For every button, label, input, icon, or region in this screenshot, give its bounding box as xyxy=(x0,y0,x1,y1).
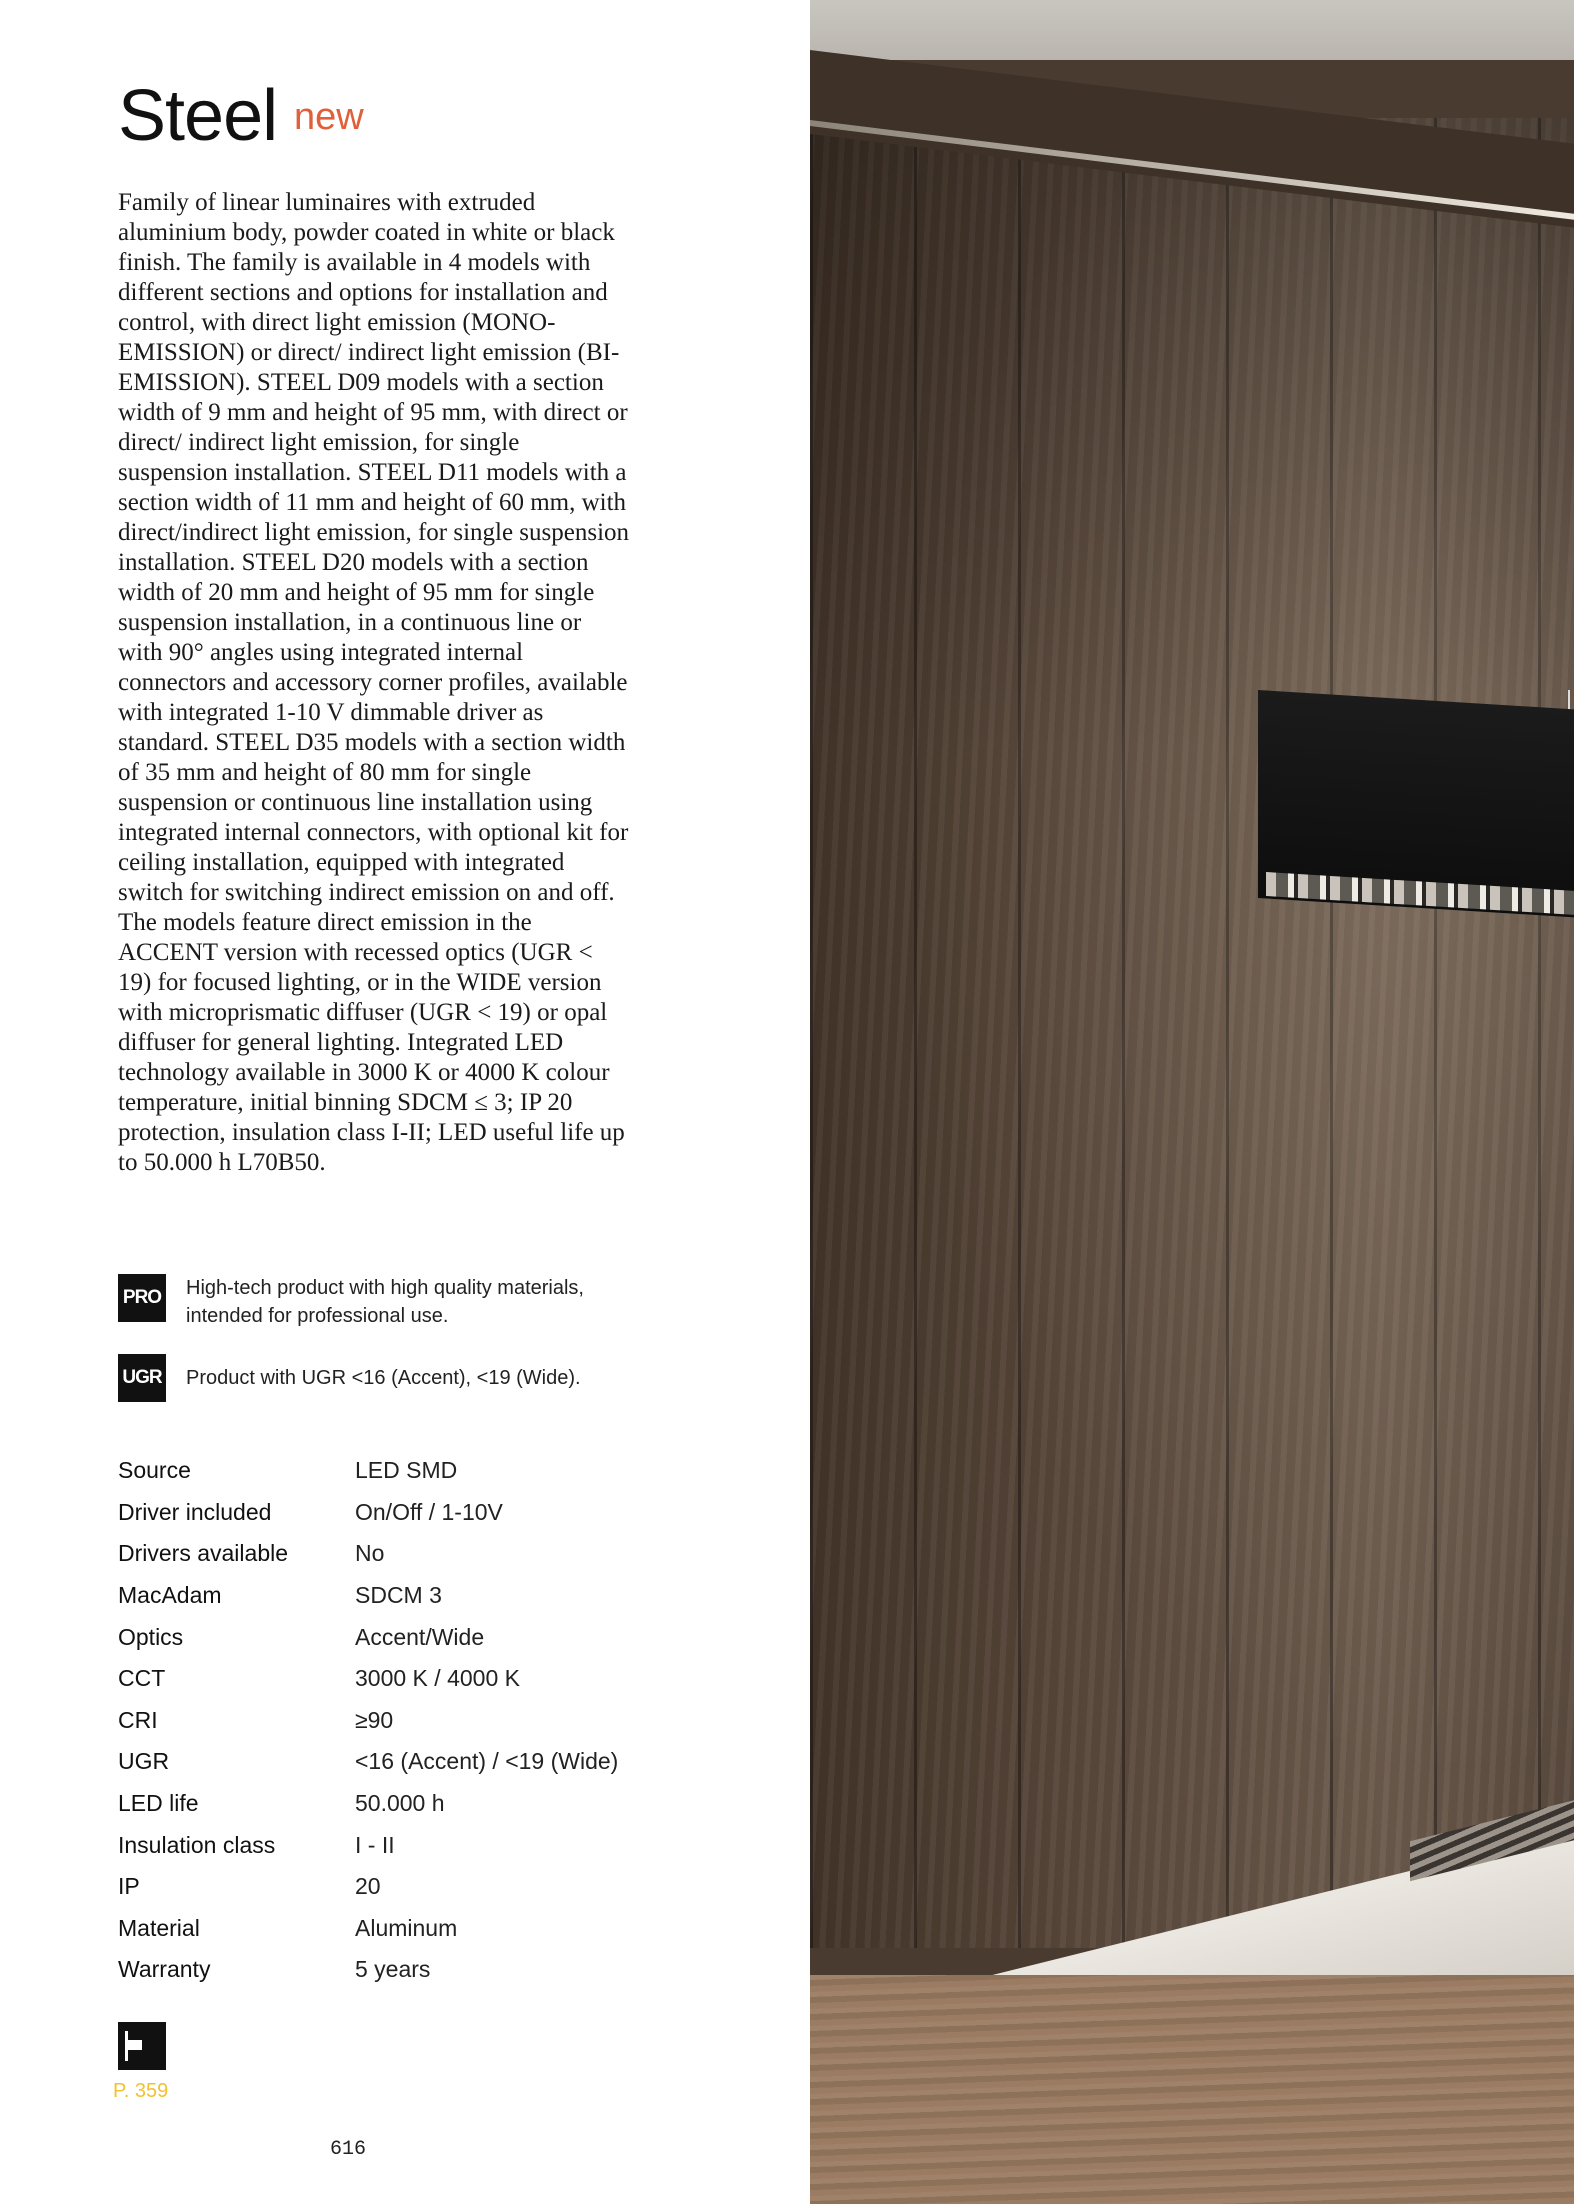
spec-row xyxy=(118,1450,678,1492)
pro-badge-row xyxy=(118,1274,638,1330)
spec-value: LED SMD xyxy=(355,1457,458,1484)
spec-value: On/Off / 1-10V xyxy=(355,1498,503,1525)
spec-row xyxy=(118,1866,678,1908)
spec-value: 50.000 h xyxy=(355,1790,445,1817)
spec-label: LED life xyxy=(118,1790,199,1817)
spec-row xyxy=(118,1533,678,1575)
spec-row xyxy=(118,1492,678,1534)
photo-ceiling xyxy=(810,0,1574,60)
title-block xyxy=(118,76,364,156)
spec-label: Drivers available xyxy=(118,1540,289,1567)
spec-value: No xyxy=(355,1540,385,1567)
reference-page-link[interactable]: P. 359 xyxy=(113,2080,169,2102)
spec-row xyxy=(118,1616,678,1658)
spec-label: Source xyxy=(118,1457,191,1484)
suspension-icon xyxy=(118,2022,166,2070)
spec-value: 3000 K / 4000 K xyxy=(355,1665,520,1692)
spec-label: Warranty xyxy=(118,1956,211,1983)
spec-label: Insulation class xyxy=(118,1831,276,1858)
spec-label: UGR xyxy=(118,1748,170,1775)
pro-badge-icon: PRO xyxy=(118,1274,166,1322)
page-title: Steel xyxy=(118,76,278,156)
spec-row xyxy=(118,1700,678,1742)
ugr-badge-row xyxy=(118,1354,638,1402)
spec-value: I - II xyxy=(355,1831,395,1858)
spec-row xyxy=(118,1949,678,1991)
product-photo xyxy=(810,0,1574,2204)
spec-row xyxy=(118,1741,678,1783)
ugr-badge-icon: UGR xyxy=(118,1354,166,1402)
spec-label: MacAdam xyxy=(118,1582,222,1609)
spec-label: Material xyxy=(118,1914,200,1941)
spec-label: Optics xyxy=(118,1623,184,1650)
spec-value: ≥90 xyxy=(355,1706,394,1733)
spec-label: IP xyxy=(118,1873,140,1900)
product-description: Family of linear luminaires with extruded aluminium body, powder coated in white or black finish. The family is available in 4 models with different sections and options for installation and control, with direct light emission (MONO-EMISSION) or direct/ indirect light emission (BI-EMISSION). STEEL D09 models with a section width of 9 mm and height of 95 mm, with direct or direct/ indirect light emission, for single suspension installation. STEEL D11 models with a section width of 11 mm and height of 60 mm, with direct/indirect light emission, for single suspension installation. STEEL D20 models with a section width of 20 mm and height of 95 mm for single suspension installation, in a continuous line or with 90° angles using integrated internal connectors and accessory corner profiles, available with integrated 1-10 V dimmable driver as standard. STEEL D35 models with a section width of 35 mm and height of 80 mm for single suspension or continuous line installation using integrated internal connectors, with optional kit for ceiling installation, equipped with integrated switch for switching indirect emission on and off. The models feature direct emission in the ACCENT version with recessed optics (UGR < 19) for focused lighting, or in the WIDE version with microprismatic diffuser (UGR < 19) or opal diffuser for general lighting. Integrated LED technology available in 3000 K or 4000 K colour temperature, initial binning SDCM ≤ 3; IP 20 protection, insulation class I-II; LED useful life up to 50.000 h L70B50. xyxy=(118,189,630,1176)
ugr-badge-text: Product with UGR <16 (Accent), <19 (Wide). xyxy=(186,1367,581,1389)
page-number: 616 xyxy=(330,2138,367,2161)
spec-label: CCT xyxy=(118,1665,166,1692)
spec-value: 20 xyxy=(355,1873,381,1900)
spec-value: 5 years xyxy=(355,1956,431,1983)
spec-label: CRI xyxy=(118,1706,158,1733)
spec-row xyxy=(118,1783,678,1825)
pro-badge-text: High-tech product with high quality materials, intended for professional use. xyxy=(186,1277,584,1327)
spec-label: Driver included xyxy=(118,1498,272,1525)
spec-value: Aluminum xyxy=(355,1914,458,1941)
spec-row xyxy=(118,1575,678,1617)
spec-value: <16 (Accent) / <19 (Wide) xyxy=(355,1748,619,1775)
spec-row xyxy=(118,1908,678,1950)
spec-row xyxy=(118,1824,678,1866)
spec-value: SDCM 3 xyxy=(355,1582,442,1609)
photo-cabinet xyxy=(810,1975,1574,2204)
new-label: new xyxy=(294,96,364,138)
spec-table xyxy=(118,1450,678,1991)
spec-value: Accent/Wide xyxy=(355,1623,485,1650)
spec-row xyxy=(118,1658,678,1700)
